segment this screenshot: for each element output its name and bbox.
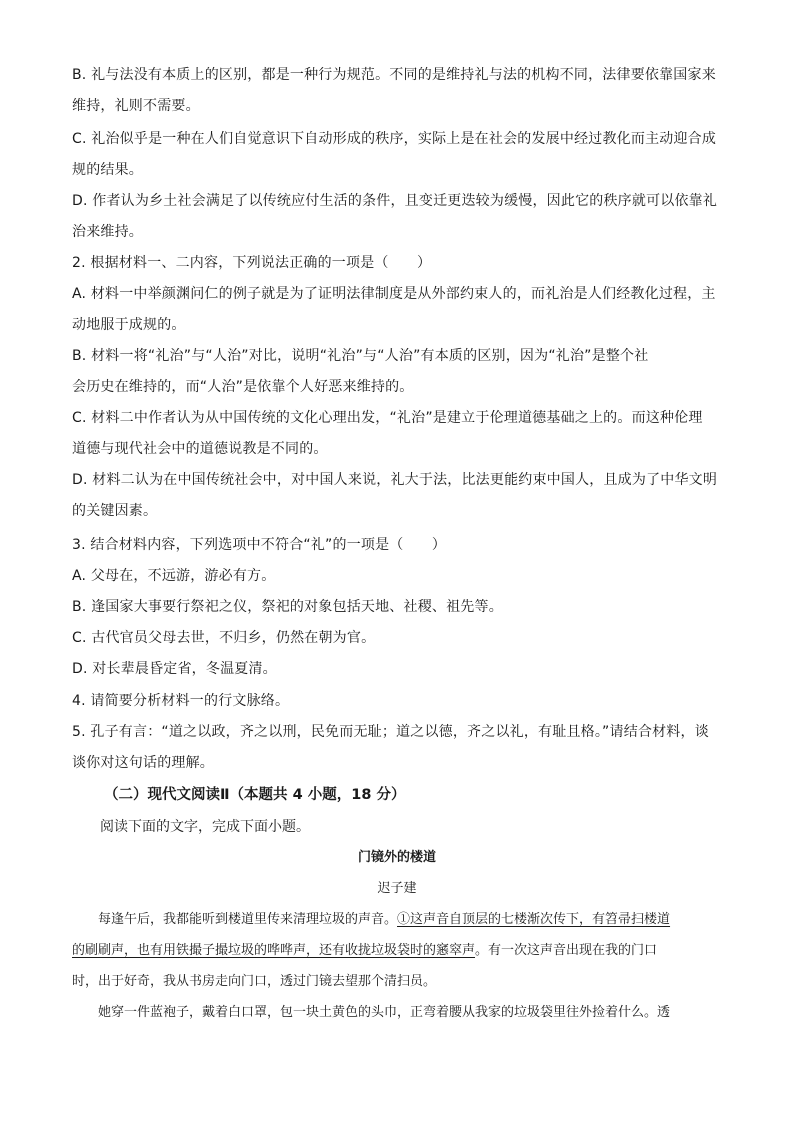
q2-option-d-line-1: D. 材料二认为在中国传统社会中，对中国人来说，礼大于法，比法更能约束中国人，且成为了中华文明 <box>72 472 718 488</box>
story-p1-text-b: 。有一次这声音出现在我的门口 <box>475 943 658 958</box>
q2-stem: 2. 根据材料一、二内容，下列说法正确的一项是（ ） <box>72 255 432 271</box>
story-author: 迟子建 <box>377 881 417 896</box>
story-p1-line-1 <box>72 904 722 935</box>
story-p2-text: 她穿一件蓝袍子，戴着白口罩，包一块土黄色的头巾，正弯着腰从我家的垃圾袋里往外捡着什么。透 <box>98 1005 671 1020</box>
question-3 <box>72 530 722 685</box>
q2-option-a-line-2: 动地服于成规的。 <box>72 317 186 333</box>
q2-option-c-line-1: C. 材料二中作者认为从中国传统的文化心理出发，“礼治”是建立于伦理道德基础之上的。而这种伦理 <box>72 410 703 426</box>
q3-option-b: B. 逢国家大事要行祭祀之仪，祭祀的对象包括天地、社稷、祖先等。 <box>72 599 503 615</box>
section-intro: 阅读下面的文字，完成下面小题。 <box>100 819 310 835</box>
story-title: 门镜外的楼道 <box>357 850 436 865</box>
q2-option-b-line-2: 会历史在维持的，而“人治”是依靠个人好恶来维持的。 <box>72 379 414 395</box>
story-p1-line-2 <box>72 935 722 966</box>
option-d <box>72 186 722 248</box>
story-p1-line-3: 时，出于好奇，我从书房走向门口，透过门镜去望那个清扫员。 <box>72 974 437 989</box>
q2-option-a-line-1: A. 材料一中举颜渊问仁的例子就是为了证明法律制度是从外部约束人的，而礼治是人们经教化过程，主 <box>72 286 716 302</box>
q3-option-d: D. 对长辈晨昏定省，冬温夏清。 <box>72 661 277 677</box>
question-4 <box>72 686 722 717</box>
option-d-line-1: D. 作者认为乡土社会满足了以传统应付生活的条件，且变迁更迭较为缓慢，因此它的秩序就可以依靠礼 <box>72 193 718 209</box>
underlined-sentence-1: ①这声音自顶层的七楼渐次传下，有笤帚扫楼道 <box>397 912 671 927</box>
option-c-line-1: C. 礼治似乎是一种在人们自觉意识下自动形成的秩序，实际上是在社会的发展中经过教化而主动迎合成 <box>72 131 717 147</box>
q2-option-d-line-2: 的关键因素。 <box>72 503 158 519</box>
story-body <box>72 904 722 1028</box>
question-2 <box>72 248 722 527</box>
option-b-line-1: B. 礼与法没有本质上的区别，都是一种行为规范。不同的是维持礼与法的机构不同，法律要依靠国家来 <box>72 67 716 83</box>
q3-stem: 3. 结合材料内容，下列选项中不符合“礼”的一项是（ ） <box>72 537 447 553</box>
q2-option-c-line-2: 道德与现代社会中的道德说教是不同的。 <box>72 441 328 457</box>
q3-option-c: C. 古代官员父母去世，不归乡，仍然在朝为官。 <box>72 630 376 646</box>
option-b-line-2: 维持，礼则不需要。 <box>72 98 200 114</box>
q5-line-1: 5. 孔子有言：“道之以政，齐之以刑，民免而无耻；道之以德，齐之以礼，有耻且格。”请结合材料，谈 <box>72 724 709 740</box>
story-p1-text-a: 每逢午后，我都能听到楼道里传来清理垃圾的声音。 <box>98 912 398 927</box>
option-c <box>72 124 722 186</box>
section-heading: （二）现代文阅读Ⅱ（本题共 4 小题，18 分） <box>104 787 406 803</box>
q4-stem: 4. 请简要分析材料一的行文脉络。 <box>72 693 290 709</box>
q5-line-2: 谈你对这句话的理解。 <box>72 755 214 771</box>
option-b <box>72 60 722 122</box>
story-p2-line-1 <box>72 997 722 1028</box>
q3-option-a: A. 父母在，不远游，游必有方。 <box>72 568 276 584</box>
underlined-sentence-1-cont: 的刷刷声，也有用铁撮子撮垃圾的哗哗声，还有收拢垃圾袋时的窸窣声 <box>72 943 476 958</box>
q2-option-b-line-1: B. 材料一将“礼治”与“人治”对比，说明“礼治”与“人治”有本质的区别，因为“礼治”是整个社 <box>72 348 649 364</box>
option-c-line-2: 规的结果。 <box>72 162 143 178</box>
question-5 <box>72 717 722 779</box>
option-d-line-2: 治来维持。 <box>72 224 143 240</box>
